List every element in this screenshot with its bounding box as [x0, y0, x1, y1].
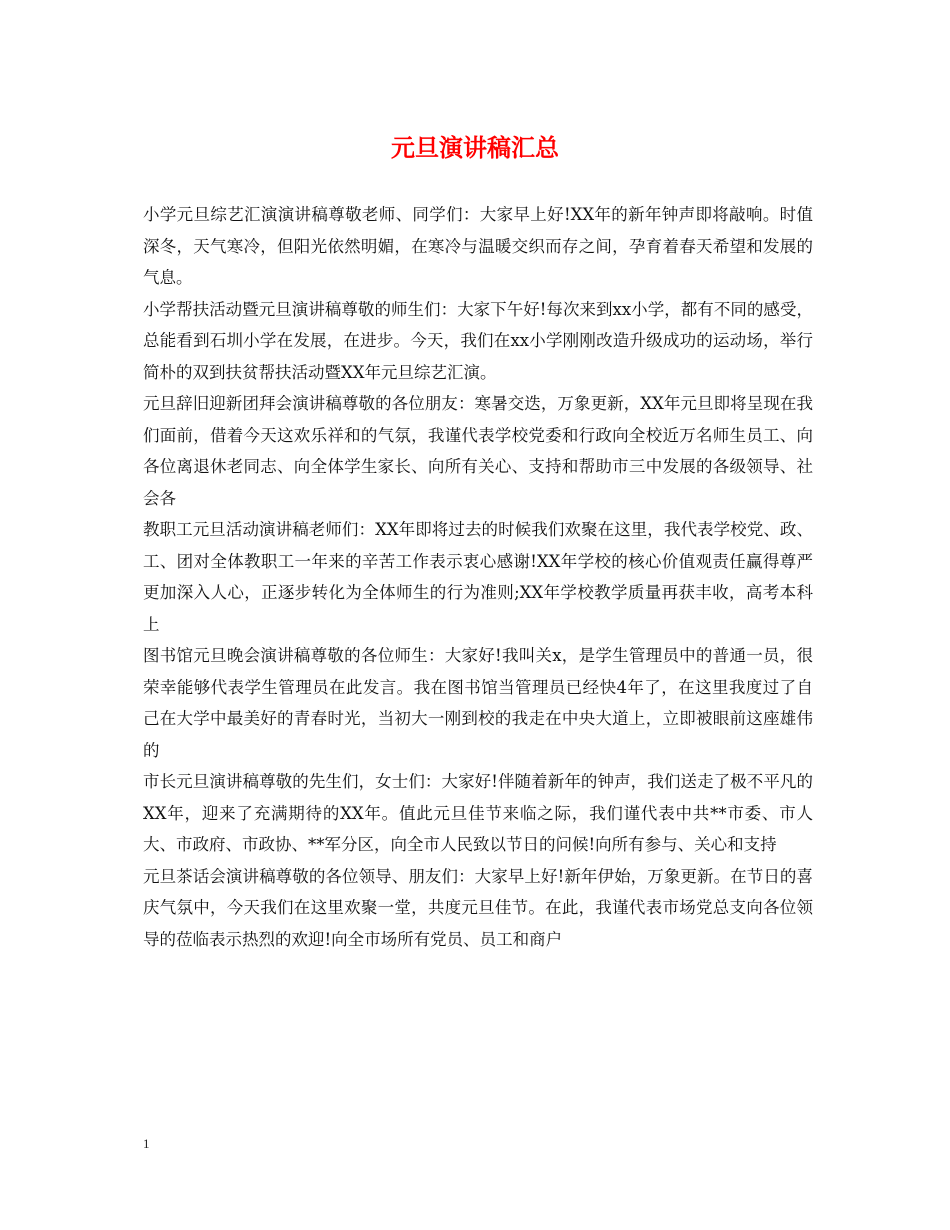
paragraph-5: 图书馆元旦晚会演讲稿尊敬的各位师生：大家好!我叫关x，是学生管理员中的普通一员，很荣幸能够代表学生管理员在此发言。我在图书馆当管理员已经快4年了，在这里我度过了自己在大学中最美好的青春时光，当初大一刚到校的我走在中央大道上，立即被眼前这座雄伟的 — [143, 646, 813, 760]
paragraph-6: 市长元旦演讲稿尊敬的先生们，女士们：大家好!伴随着新年的钟声，我们送走了极不平凡的XX年，迎来了充满期待的XX年。值此元旦佳节来临之际，我们谨代表中共**市委、市人大、市政府、市政协、**军分区，向全市人民致以节日的问候!向所有参与、关心和支持 — [143, 772, 813, 854]
paragraph-7: 元旦茶话会演讲稿尊敬的各位领导、朋友们：大家早上好!新年伊始，万象更新。在节日的喜庆气氛中，今天我们在这里欢聚一堂，共度元旦佳节。在此，我谨代表市场党总支向各位领导的莅临表示热烈的欢迎!向全市场所有党员、员工和商户 — [143, 866, 813, 949]
paragraph-1: 小学元旦综艺汇演演讲稿尊敬老师、同学们：大家早上好!XX年的新年钟声即将敲响。时值深冬，天气寒冷，但阳光依然明媚，在寒冷与温暖交织而存之间，孕育着春天希望和发展的气息。 — [143, 205, 813, 287]
document-body — [143, 199, 813, 955]
document-title: 元旦演讲稿汇总 — [391, 133, 559, 162]
page-number: 1 — [143, 1136, 150, 1151]
paragraph-2: 小学帮扶活动暨元旦演讲稿尊敬的师生们：大家下午好!每次来到xx小学，都有不同的感受，总能看到石圳小学在发展，在进步。今天，我们在xx小学刚刚改造升级成功的运动场，举行简朴的双到扶贫帮扶活动暨XX年元旦综艺汇演。 — [143, 299, 813, 382]
paragraph-4: 教职工元旦活动演讲稿老师们：XX年即将过去的时候我们欢聚在这里，我代表学校党、政、工、团对全体教职工一年来的辛苦工作表示衷心感谢!XX年学校的核心价值观责任赢得尊严更加深入人心，正逐步转化为全体师生的行为准则;XX年学校教学质量再获丰收，高考本科上 — [143, 520, 813, 634]
paragraph-3: 元旦辞旧迎新团拜会演讲稿尊敬的各位朋友：寒暑交迭，万象更新，XX年元旦即将呈现在我们面前，借着今天这欢乐祥和的气氛，我谨代表学校党委和行政向全校近万名师生员工、向各位离退休老同志、向全体学生家长、向所有关心、支持和帮助市三中发展的各级领导、社会各 — [143, 394, 813, 508]
